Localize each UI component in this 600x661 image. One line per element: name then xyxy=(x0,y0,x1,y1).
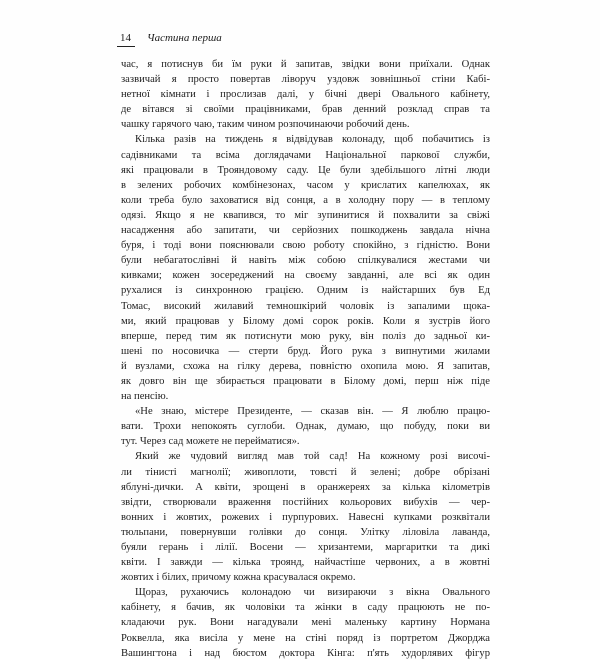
text-line: насадження або запитати, чи серйозних пошкоджень завдала нічна xyxy=(121,225,490,237)
text-line: жовтих і білих, причому кожна красувалася окремо. xyxy=(121,572,356,584)
text-line: зазвичай я просто повертав ліворуч уздовж зовнішньої стіни Кабі- xyxy=(121,74,490,86)
text-line: як довго він ще збирається працювати в Білому домі, перш ніж піде xyxy=(121,375,490,387)
page-header xyxy=(117,32,222,47)
text-line: садівниками та всіма доглядачами Національної паркової служби, xyxy=(121,149,490,161)
text-line: нетної кімнати і прослизав далі, у бічні двері Овального кабінету, xyxy=(121,89,490,101)
text-line: рухалися із синхронною грацією. Одним із найстарших був Ед xyxy=(121,285,490,297)
text-line: вонних і жовтих, рожевих і пурпурових. Навесні купками розквітали xyxy=(121,511,490,523)
text-line: які працювали в Трояндовому саду. Це були здебільшого літні люди xyxy=(121,164,490,176)
paragraph xyxy=(121,404,490,449)
text-line: чашку гарячого чаю, таким чином розпочинаючи робочий день. xyxy=(121,119,410,131)
text-line: Який же чудовий вигляд мав той сад! На кожному розі височі- xyxy=(135,451,490,463)
text-line: буря, і тоді вони пояснювали свою роботу спокійно, з гідністю. Вони xyxy=(121,240,490,252)
text-line: буяли герань і лілії. Восени — хризантеми, маргаритки та дикі xyxy=(121,542,490,553)
text-line: Томас, високий жилавий темношкірий чоловік із запалими щока- xyxy=(121,300,490,312)
paragraph xyxy=(121,57,490,132)
text-line: в зелених робочих комбінезонах, часом у крислатих капелюхах, як xyxy=(121,179,490,191)
text-line: Вашингтона і над бюстом доктора Кінга: п'ять худорлявих фігур xyxy=(121,647,490,659)
text-line: кладаючи рук. Вони нагадували мені маленьку картину Нормана xyxy=(121,617,490,629)
paragraph xyxy=(121,585,490,660)
text-line: на пенсію. xyxy=(121,391,169,403)
text-line: ли тінисті магнолії; живоплоти, товсті й зелені; добре обрізані xyxy=(121,466,490,478)
text-line: тут. Через сад можете не перейматися». xyxy=(121,436,300,448)
text-line: вати. Трохи непокоять суглоби. Однак, думаю, що побуду, поки ви xyxy=(121,421,490,433)
text-line: звідти, створювали враження постійних кольорових вибухів — чер- xyxy=(121,496,490,508)
text-line: були небагатослівні й навіть між собою спілкувалися жестами чи xyxy=(121,255,490,267)
text-line: шені по носовичка — стерти бруд. Його рука з випнутими жилами xyxy=(121,345,490,357)
text-line: Щораз, рухаючись колонадою чи визираючи з вікна Овального xyxy=(135,587,490,599)
page-number: 14 xyxy=(117,32,135,47)
running-head: Частина перша xyxy=(147,32,222,44)
text-line: коли треба було заховатися від сонця, а в холодну пору — в теплому xyxy=(121,194,490,206)
text-line: Кілька разів на тиждень я відвідував колонаду, щоб побачитись із xyxy=(135,134,490,146)
text-line: тюльпани, повернувши голівки до сонця. Улітку ліловіла лаванда, xyxy=(121,526,490,538)
text-line: одязі. Якщо я не квапився, то міг зупинитися й похвалити за свіжі xyxy=(121,209,490,221)
text-line: яблуні-дички. А квіти, зрощені в оранжереях за кілька кілометрів xyxy=(121,481,490,493)
paragraph xyxy=(121,449,490,585)
text-line: ми, який працював у Білому домі сорок років. Коли я зустрів його xyxy=(121,315,490,327)
text-line: де вітався зі своїми працівниками, брав денний розклад справ та xyxy=(121,104,490,116)
text-line: вперше, перед тим як потиснути мою руку, він поліз до задньої ки- xyxy=(121,330,490,342)
text-line: «Не знаю, містере Президенте, — сказав він. — Я люблю працю- xyxy=(135,406,490,418)
text-line: кабінету, я бачив, як чоловіки та жінки в саду працюють не по- xyxy=(121,602,490,614)
body-text xyxy=(121,57,490,661)
text-line: Роквелла, яка висіла у мене на стіні поряд із портретом Джорджа xyxy=(121,632,490,644)
text-line: й вузлами, схожа на гілку дерева, повністю охопила мою. Я запитав, xyxy=(121,360,490,372)
text-line: кивками; кожен зосереджений на своєму завданні, але всі як один xyxy=(121,270,490,282)
text-line: квіти. І завжди — кілька троянд, найчастіше червоних, а в жовтні xyxy=(121,557,490,569)
paragraph xyxy=(121,132,490,404)
text-line: час, я потиснув би їм руки й запитав, звідки вони приїхали. Однак xyxy=(121,59,490,70)
